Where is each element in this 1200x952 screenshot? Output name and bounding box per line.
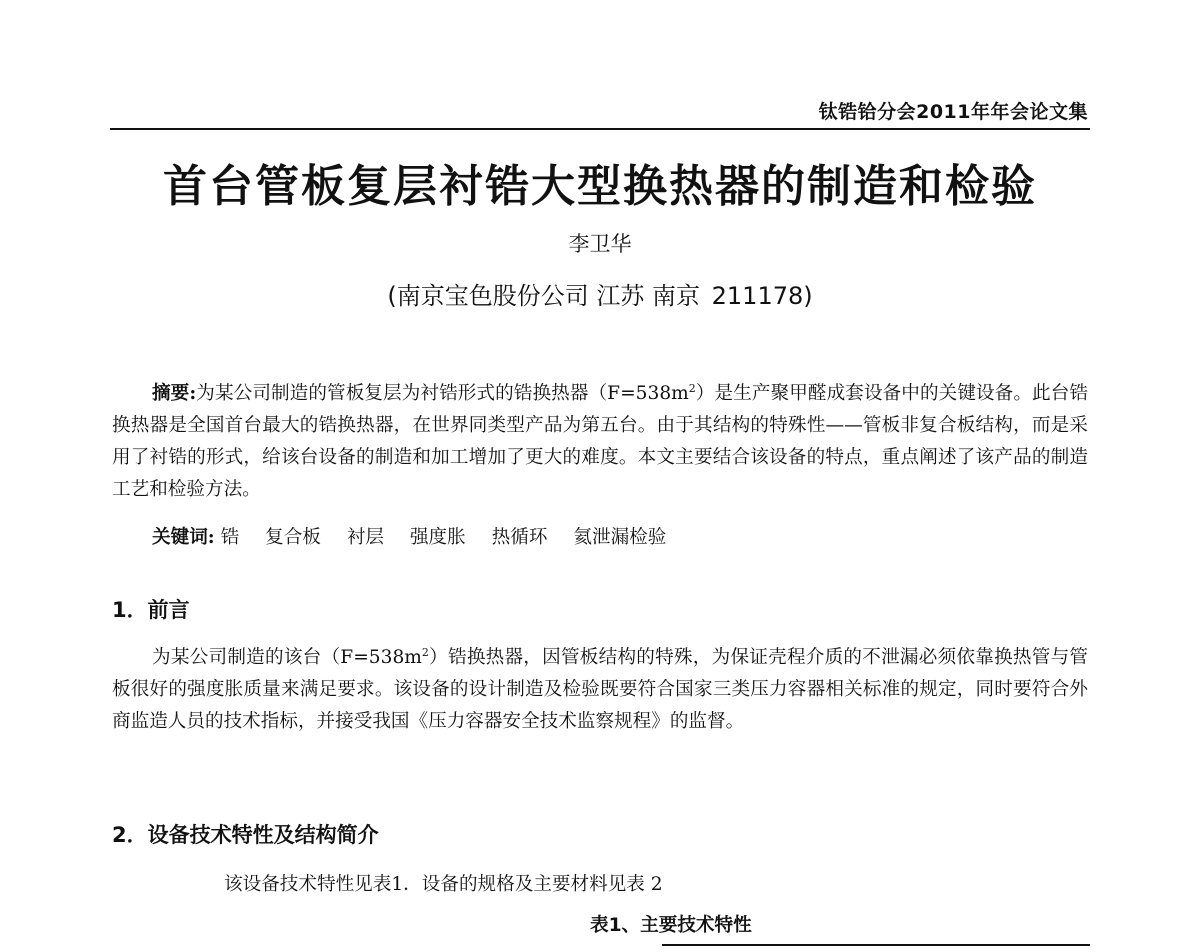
paper-title: 首台管板复层衬锆大型换热器的制造和检验 <box>163 161 1037 212</box>
equipment-intro-line: 该设备技术特性见表1．设备的规格及主要材料见表 2 <box>224 874 663 895</box>
keyword-item: 复合板 <box>265 527 321 548</box>
intro-sup: 2 <box>421 645 429 659</box>
keyword-item: 衬层 <box>346 527 385 548</box>
intro-text-pre: 为某公司制造的该台（F=538m <box>152 647 422 668</box>
affiliation-postcode: 211178) <box>711 282 813 310</box>
keyword-item: 强度胀 <box>409 527 466 548</box>
intro-text-post: ）锆换热器，因管板结构的特殊，为保证壳程介质的不泄漏必须依靠换热管与管板很好的强度胀质量来满足要求。该设备的设计制造及检验既要符合国家三类压力容器相关标准的规定，同时要符合外商监造人员的技术指标，并接受我国《压力容器安全技术监察规程》的监督。 <box>112 647 1088 732</box>
keyword-item: 氦泄漏检验 <box>573 527 667 548</box>
table-caption: 表1、主要技术特性 <box>590 915 752 936</box>
abstract-text-pre: 为某公司制造的管板复层为衬锆形式的锆换热器（F=538m <box>196 383 689 404</box>
affiliation <box>0 276 1200 311</box>
keyword-item: 锆 <box>220 527 240 548</box>
abstract-sup: 2 <box>688 381 696 395</box>
keywords-line <box>112 522 1088 554</box>
running-header: 钛锆铪分会2011年年会论文集 <box>818 101 1088 123</box>
keywords-label: 关键词: <box>152 527 215 548</box>
keywords-list <box>221 527 687 548</box>
author-name: 李卫华 <box>568 232 632 256</box>
section-heading-equipment: 2．设备技术特性及结构简介 <box>112 823 379 847</box>
abstract-block <box>112 378 1088 506</box>
abstract-label: 摘要: <box>152 383 197 404</box>
header-rule <box>110 128 1090 130</box>
keyword-item: 热循环 <box>491 527 548 548</box>
introduction-paragraph <box>112 642 1088 738</box>
abstract-paragraph <box>112 378 1088 506</box>
section-heading-introduction: 1．前言 <box>112 598 190 622</box>
affiliation-text: (南京宝色股份公司 江苏 南京 <box>387 282 700 310</box>
table-top-rule <box>662 944 1090 946</box>
abstract-text-post: ）是生产聚甲醛成套设备中的关键设备。此台锆换热器是全国首台最大的锆换热器，在世界同类型产品为第五台。由于其结构的特殊性——管板非复合板结构，而是采用了衬锆的形式，给该台设备的制造和加工增加了更大的难度。本文主要结合该设备的特点，重点阐述了该产品的制造工艺和检验方法。 <box>112 383 1088 500</box>
introduction-block <box>112 642 1088 738</box>
